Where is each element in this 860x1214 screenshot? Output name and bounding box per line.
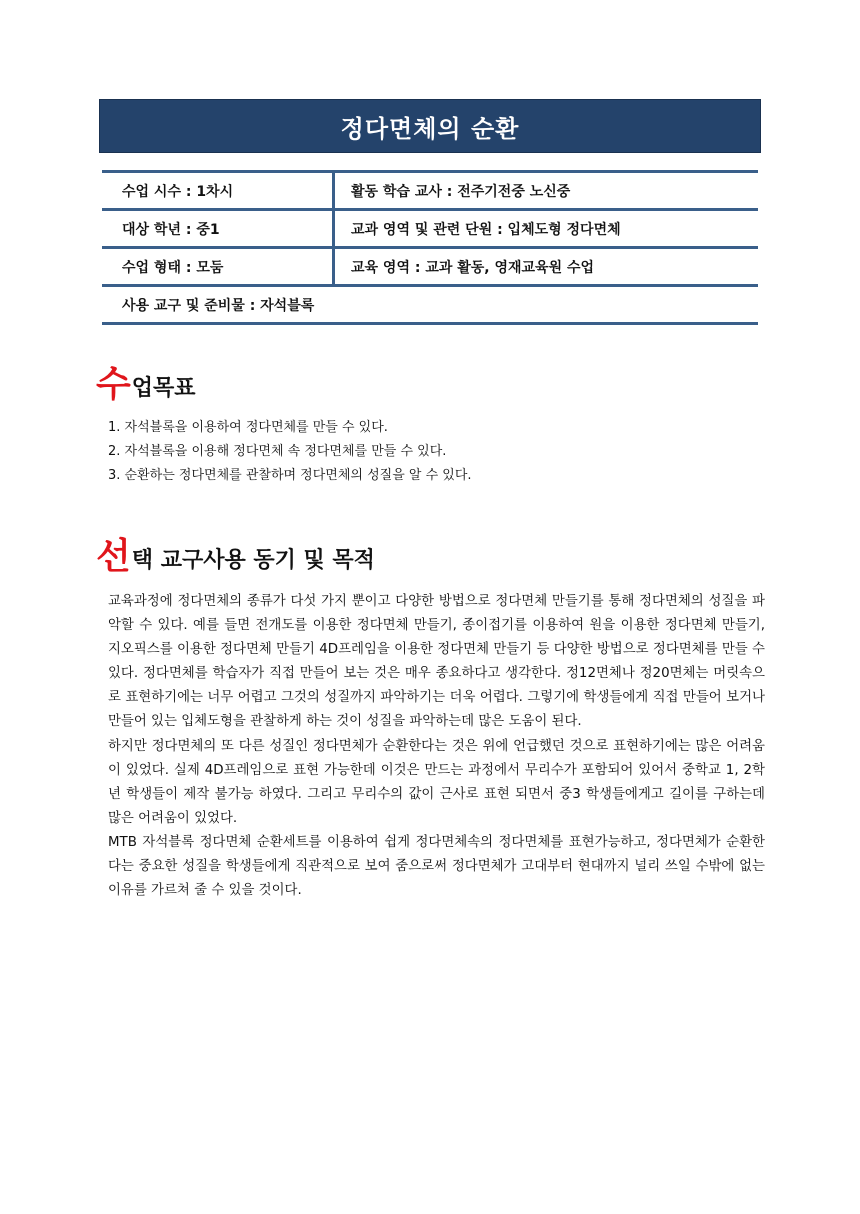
class-format: 수업 형태 : 모둠 <box>102 249 335 284</box>
teacher: 활동 학습 교사 : 전주기전중 노신중 <box>351 183 571 200</box>
lesson-info-table <box>102 170 758 325</box>
info-row <box>102 284 758 325</box>
motivation-heading-text: 택 교구사용 동기 및 목적 <box>131 548 375 573</box>
info-row <box>102 208 758 246</box>
materials: 사용 교구 및 준비물 : 자석블록 <box>122 297 315 314</box>
lesson-hours: 수업 시수 : 1차시 <box>102 173 335 208</box>
document-title: 정다면체의 순환 <box>340 114 520 143</box>
paragraph: MTB 자석블록 정다면체 순환세트를 이용하여 쉽게 정다면체속의 정다면체를 표현가능하고, 정다면체가 순환한다는 중요한 성질을 학생들에게 직관적으로 보여 줌으로써 정다면체가 고대부터 현대까지 널리 쓰일 수밖에 없는 이유를 가르쳐 줄 수 있을 것이다. <box>108 834 765 899</box>
motivation-heading <box>96 538 375 576</box>
goals-heading-text: 업목표 <box>131 376 196 401</box>
list-item: 3. 순환하는 정다면체를 관찰하며 정다면체의 성질을 알 수 있다. <box>108 468 472 483</box>
list-item: 2. 자석블록을 이용해 정다면체 속 정다면체를 만들 수 있다. <box>108 444 447 459</box>
motivation-heading-initial: 선 <box>96 536 131 577</box>
list-item: 1. 자석블록을 이용하여 정다면체를 만들 수 있다. <box>108 420 388 435</box>
info-row <box>102 246 758 284</box>
target-grade: 대상 학년 : 중1 <box>102 211 335 246</box>
paragraph: 교육과정에 정다면체의 종류가 다섯 가지 뿐이고 다양한 방법으로 정다면체 만들기를 통해 정다면체의 성질을 파악할 수 있다. 예를 들면 전개도를 이용한 정다면체 만들기, 종이접기를 이용하여 원을 이용한 정다면체 만들기, 지오픽스를 이용한 정다면체 만들기 4D프레임을 이용한 정다면체 만들기 등 다양한 방법으로 정다면체를 만들 수 있다. 정다면체를 학습자가 직접 만들어 보는 것은 매우 종요하다고 생각한다. 정12면체나 정20면체는 머릿속으로 표현하기에는 너무 어렵고 그것의 성질까지 파악하기는 더욱 어렵다. 그렇기에 학생들에게 직접 만들어 보거나 만들어 있는 입체도형을 관찰하게 하는 것이 성질을 파악하는데 많은 도움이 된다. <box>108 594 765 730</box>
paragraph: 하지만 정다면체의 또 다른 성질인 정다면체가 순환한다는 것은 위에 언급했던 것으로 표현하기에는 많은 어려움이 있었다. 실제 4D프레임으로 표현 가능한데 이것은 만드는 과정에서 무리수가 포함되어 있어서 중학교 1, 2학년 학생들이 제작 불가능 하였다. 그리고 무리수의 값이 근사로 표현 되면서 중3 학생들에게고 길이를 구하는데 많은 어려움이 있었다. <box>108 738 765 826</box>
goals-heading-initial: 수 <box>96 364 131 405</box>
education-area: 교육 영역 : 교과 활동, 영재교육원 수업 <box>351 259 595 276</box>
motivation-body <box>108 590 765 903</box>
info-row <box>102 170 758 208</box>
goals-list <box>108 416 472 488</box>
subject-unit: 교과 영역 및 관련 단원 : 입체도형 정다면체 <box>351 221 621 238</box>
document-title-bar <box>99 99 761 153</box>
goals-heading <box>96 366 196 404</box>
